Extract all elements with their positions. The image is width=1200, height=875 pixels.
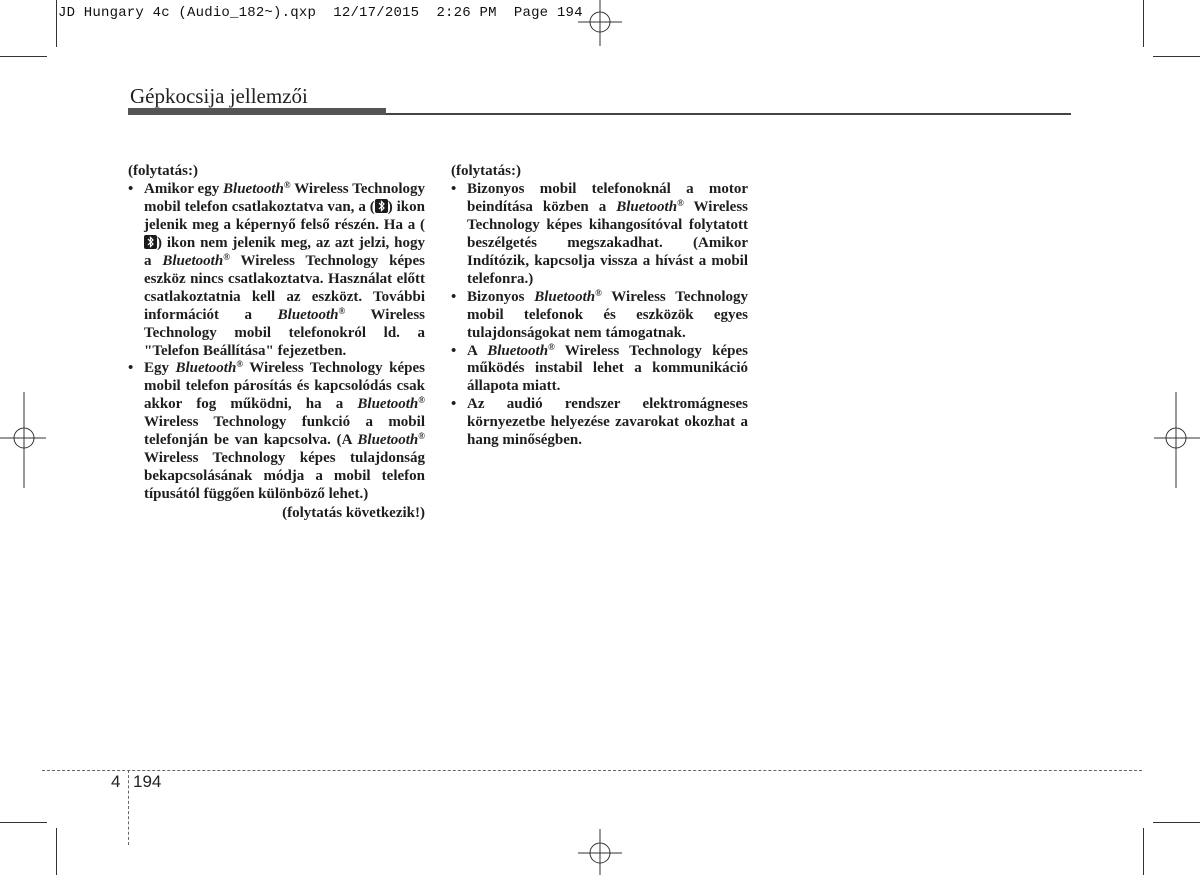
bluetooth-term: Bluetooth	[357, 396, 419, 413]
registration-mark-left	[0, 392, 48, 488]
crop-mark	[0, 822, 47, 823]
registered-mark: ®	[283, 179, 291, 190]
bluetooth-connected-icon	[144, 235, 157, 249]
crop-mark	[1153, 822, 1200, 823]
title-underline-rule	[386, 113, 1071, 115]
bluetooth-term: Bluetooth	[277, 306, 339, 323]
continues-note: (folytatás következik!)	[282, 505, 425, 522]
chapter-number: 4	[111, 772, 121, 791]
footer-rule	[42, 770, 1142, 771]
registered-mark: ®	[548, 341, 555, 352]
list-item: • Bizonyos mobil telefonoknál a motor beindítása közben a Bluetooth® Wireless Technology képes kihangosítóval folytatott beszélgetés megszakadhat. (Amikor Indítózik, kapcsolja vissza a hívást a mobil telefonra.)	[451, 181, 748, 289]
bluetooth-term: Bluetooth	[487, 342, 549, 359]
bluetooth-term: Bluetooth	[616, 198, 678, 215]
right-column	[451, 163, 748, 450]
registered-mark: ®	[418, 395, 425, 406]
continued-label: (folytatás:)	[128, 163, 198, 179]
registered-mark: ®	[223, 251, 230, 262]
print-slug-line: JD Hungary 4c (Audio_182~).qxp 12/17/2015 2:26 PM Page 194	[58, 5, 583, 21]
list-item: • Bizonyos Bluetooth® Wireless Technology mobil telefonok és eszközök egyes tulajdonságokat nem támogatnak.	[451, 289, 748, 343]
bluetooth-term: Bluetooth	[357, 432, 419, 449]
list-item: • Amikor egy Bluetooth® Wireless Technology mobil telefon csatlakoztatva van, a ( ) ikon jelenik meg a képernyő felső részén. Ha a ( ) ikon nem jelenik meg, az azt jelzi, hogy a Bluetooth® Wireless Technology képes eszköz nincs csatlakoztatva. Használat előtt csatlakoztatnia kell az eszközt. További információt a Bluetooth® Wireless Technology mobil telefonokról ld. a "Telefon Beállítása" fejezetben.	[128, 181, 425, 361]
title-underline-bar	[128, 108, 386, 115]
registered-mark: ®	[338, 305, 346, 316]
registered-mark: ®	[418, 431, 425, 442]
crop-mark	[1153, 56, 1200, 57]
registration-mark-bottom	[572, 827, 628, 875]
page-number: 194	[133, 772, 162, 791]
bluetooth-term: Bluetooth	[534, 288, 596, 305]
registration-mark-right	[1152, 392, 1200, 488]
bluetooth-term: Bluetooth	[162, 252, 224, 269]
list-item: • Az audió rendszer elektromágneses környezetbe helyezése zavarokat okozhat a hang minőségben.	[451, 396, 748, 450]
registered-mark: ®	[236, 359, 244, 370]
registered-mark: ®	[677, 197, 684, 208]
bullet-list	[451, 181, 748, 450]
crop-mark	[1143, 0, 1144, 47]
footer-divider	[128, 770, 129, 845]
bluetooth-connected-icon	[375, 199, 388, 213]
crop-mark	[56, 828, 57, 875]
continued-label: (folytatás:)	[451, 163, 521, 179]
crop-mark	[1143, 828, 1144, 875]
registered-mark: ®	[595, 287, 602, 298]
left-column	[128, 163, 425, 523]
list-item: • A Bluetooth® Wireless Technology képes működés instabil lehet a kommunikáció állapota miatt.	[451, 343, 748, 397]
crop-mark	[56, 0, 57, 47]
bluetooth-term: Bluetooth	[175, 360, 237, 377]
bullet-list	[128, 181, 425, 504]
list-item: • Egy Bluetooth® Wireless Technology képes mobil telefon párosítás és kapcsolódás csak akkor fog működni, ha a Bluetooth® Wireless Technology funkció a mobil telefonján be van kapcsolva. (A Bluetooth® Wireless Technology képes tulajdonság bekapcsolásának módja a mobil telefon típusától függően különböző lehet.)	[128, 360, 425, 504]
crop-mark	[0, 56, 47, 57]
bluetooth-term: Bluetooth	[223, 180, 284, 197]
section-title: Gépkocsija jellemzői	[130, 84, 308, 108]
